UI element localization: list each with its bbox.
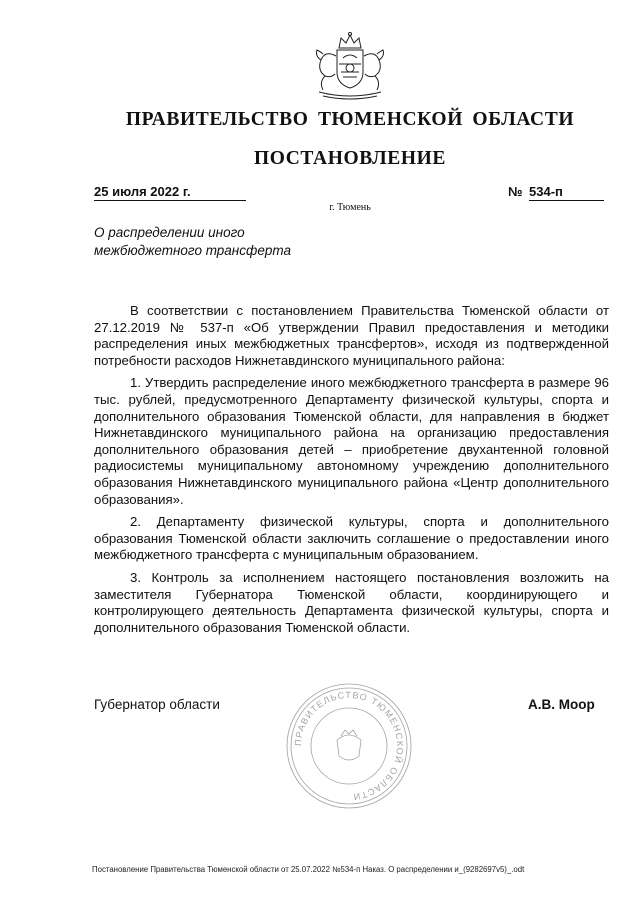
item-2-paragraph: 2. Департаменту физической культуры, спорта и дополнительного образования Тюменской области заключить соглашение о предоставлении иного межбюджетного трансферта с муниципальным образованием.: [94, 514, 609, 563]
subject-line-1: О распределении иного: [94, 225, 245, 240]
government-title: ПРАВИТЕЛЬСТВО ТЮМЕНСКОЙ ОБЛАСТИ: [125, 109, 575, 130]
footer-file-reference: Постановление Правительства Тюменской области от 25.07.2022 №534-п Наказ. О распределении и_(9282697v5)_.odt: [92, 865, 525, 874]
preamble-paragraph: В соответствии с постановлением Правительства Тюменской области от 27.12.2019 № 537-п «Об утверждении Правил предоставления и методики распределения иных межбюджетных трансфертов», исходя из подтвержденной потребности расходов Нижнетавдинского муниципального района:: [94, 303, 609, 368]
city-label: г. Тюмень: [329, 202, 371, 213]
signatory-position: Губернатор области: [94, 697, 220, 712]
seal-text: ПРАВИТЕЛЬСТВО ТЮМЕНСКОЙ ОБЛАСТИ: [292, 689, 406, 802]
number-value: 534-п: [529, 183, 604, 201]
document-number: [508, 183, 604, 200]
document-body: [94, 303, 609, 642]
document-type-title: ПОСТАНОВЛЕНИЕ: [253, 148, 447, 169]
number-sign: №: [508, 184, 523, 199]
subject-line-2: межбюджетного трансферта: [94, 243, 292, 258]
item-1-paragraph: 1. Утвердить распределение иного межбюджетного трансферта в размере 96 тыс. рублей, предусмотренного Департаменту физической культуры, спорта и дополнительного образования Тюменской области, для направления в бюджет Нижнетавдинского муниципального района на организацию предоставления дополнительного образования детей – приобретение двухантенной головной радиосистемы муниципальному автономному учреждению дополнительного образования Нижнетавдинского муниципального района «Центр дополнительного образования».: [94, 375, 609, 507]
document-date: 25 июля 2022 г.: [94, 183, 246, 201]
document-subject: [94, 224, 394, 260]
official-seal-stamp: [283, 680, 415, 812]
coat-of-arms-emblem-icon: [303, 30, 397, 102]
signatory-name: А.В. Моор: [528, 697, 595, 712]
svg-text:ПРАВИТЕЛЬСТВО ТЮМЕНСКОЙ ОБЛАСТ: [293, 690, 405, 802]
item-3-paragraph: 3. Контроль за исполнением настоящего постановления возложить на заместителя Губернатора Тюменской области, координирующего и контролирующего деятельность Департамента физической культуры, спорта и дополнительного образования Тюменской области.: [94, 569, 609, 635]
